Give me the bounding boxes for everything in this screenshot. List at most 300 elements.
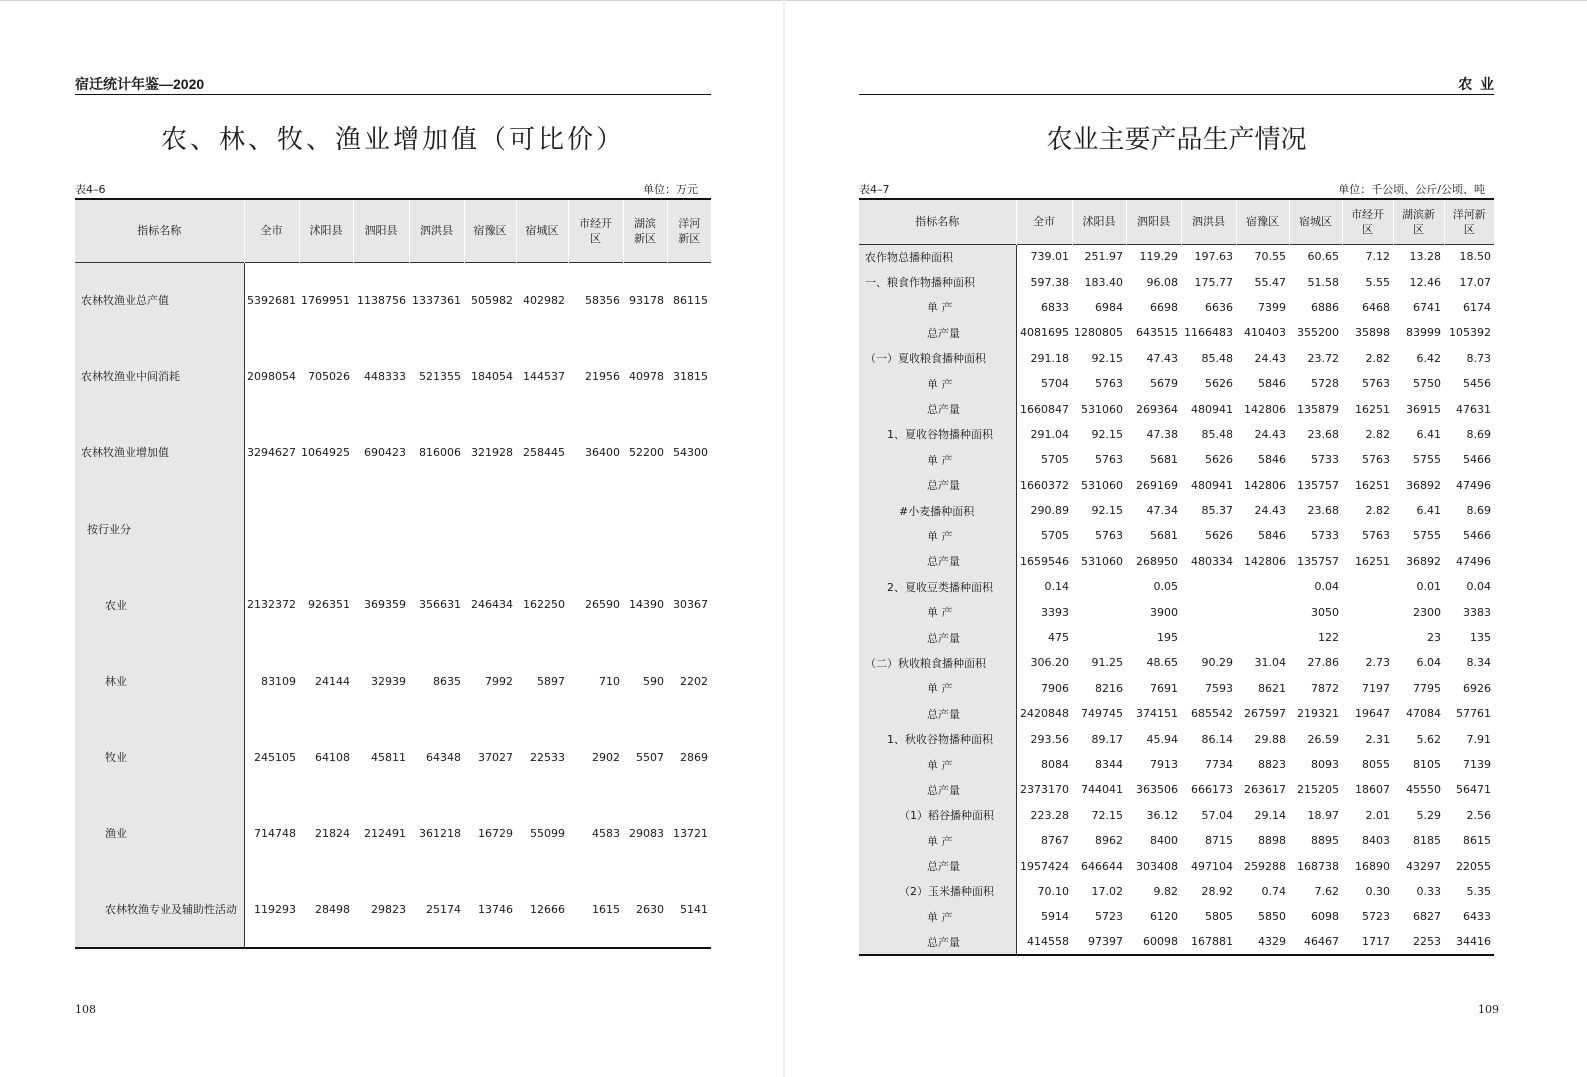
row-label: 总产量	[859, 853, 1016, 878]
table-cell: 19647	[1355, 707, 1390, 721]
table-cell: 26590	[585, 598, 620, 612]
table-cell: 9.82	[1153, 884, 1178, 898]
row-label: 渔业	[75, 795, 244, 871]
table-cell: 92.15	[1091, 427, 1123, 441]
table-row	[859, 549, 1494, 574]
table-cell: 245105	[254, 750, 296, 764]
table-cell: 710	[599, 674, 620, 688]
table-cell: 223.28	[1030, 808, 1069, 822]
table-cell: 93178	[629, 293, 664, 307]
table-cell: 5466	[1463, 529, 1491, 543]
table-cell: 369359	[364, 598, 406, 612]
table-cell: 135879	[1297, 402, 1339, 416]
row-label: （2）玉米播种面积	[859, 879, 1016, 904]
table-cell: 410403	[1244, 326, 1286, 340]
table-cell: 5466	[1463, 453, 1491, 467]
table-row	[859, 879, 1494, 904]
table-cell: 480941	[1191, 478, 1233, 492]
table-cell: 7197	[1362, 681, 1390, 695]
table-cell: 85.48	[1201, 427, 1233, 441]
table-cell: 31.04	[1254, 656, 1286, 670]
table-cell: 183.40	[1084, 275, 1123, 289]
table-cell: 7913	[1150, 758, 1178, 771]
table-row	[859, 447, 1494, 472]
table-cell: 5507	[636, 750, 664, 764]
table-cell: 267597	[1244, 707, 1286, 721]
column-header: 宿豫区	[464, 199, 516, 262]
table-row	[859, 346, 1494, 371]
row-label: 单 产	[859, 599, 1016, 624]
table-cell: 2.82	[1365, 427, 1390, 441]
table-cell: 18.50	[1459, 250, 1491, 264]
table-cell: 321928	[471, 445, 513, 459]
table-cell: 1660372	[1020, 478, 1069, 492]
table-cell: 54300	[673, 445, 708, 459]
table-cell	[1342, 599, 1393, 624]
table-cell	[1236, 599, 1289, 624]
table-cell: 8895	[1311, 834, 1339, 848]
table-cell: 2.01	[1365, 808, 1390, 822]
table-cell: 5850	[1258, 910, 1286, 924]
column-header: 市经开区	[568, 199, 623, 262]
table-cell: 52200	[629, 445, 664, 459]
table-cell: 8898	[1258, 834, 1286, 848]
row-label: 总产量	[859, 320, 1016, 345]
table-cell: 5728	[1311, 377, 1339, 391]
column-header: 全市	[1016, 199, 1072, 244]
table-cell: 414558	[1027, 935, 1069, 949]
row-label: 农业	[75, 567, 244, 643]
table-cell: 6741	[1413, 300, 1441, 314]
table-cell: 5733	[1311, 453, 1339, 467]
table-cell: 219321	[1297, 707, 1339, 721]
table-cell: 6.04	[1416, 656, 1441, 670]
left-table-header-row	[75, 199, 711, 262]
row-label: 农林牧渔业增加值	[75, 414, 244, 490]
table-cell: 2420848	[1020, 707, 1069, 721]
row-label: 牧业	[75, 719, 244, 795]
table-cell: 18.97	[1307, 808, 1339, 822]
left-running-header: 宿迁统计年鉴—2020	[75, 76, 205, 92]
table-cell: 5755	[1413, 453, 1441, 467]
table-cell: 363506	[1136, 783, 1178, 797]
table-cell: 5723	[1095, 910, 1123, 924]
row-label: （1）稻谷播种面积	[859, 803, 1016, 828]
table-cell: 5141	[680, 902, 708, 916]
table-cell: 374151	[1136, 707, 1178, 721]
table-cell: 135	[1470, 631, 1491, 645]
table-cell: 26.59	[1307, 732, 1339, 746]
table-cell: 5763	[1095, 377, 1123, 391]
table-cell: 47.43	[1146, 351, 1178, 365]
table-row	[75, 872, 711, 948]
table-cell: 590	[643, 674, 664, 688]
table-cell: 666173	[1191, 783, 1233, 797]
table-cell: 685542	[1191, 707, 1233, 721]
table-cell: 2.56	[1466, 808, 1491, 822]
table-cell: 2.82	[1365, 504, 1390, 518]
table-cell: 480941	[1191, 402, 1233, 416]
table-cell: 83109	[261, 674, 296, 688]
table-cell: 5763	[1095, 529, 1123, 543]
right-table-header-row	[859, 199, 1494, 244]
table-cell: 8185	[1413, 834, 1441, 848]
table-cell: 531060	[1081, 402, 1123, 416]
table-cell: 90.29	[1201, 656, 1233, 670]
table-cell: 505982	[471, 293, 513, 307]
table-row	[75, 491, 711, 567]
table-cell: 8615	[1463, 834, 1491, 848]
table-cell: 48.65	[1146, 656, 1178, 670]
table-cell: 1717	[1362, 935, 1390, 949]
table-cell: 96.08	[1146, 275, 1178, 289]
column-header: 洋河新区	[667, 199, 711, 262]
table-cell: 85.48	[1201, 351, 1233, 365]
table-cell: 142806	[1244, 402, 1286, 416]
table-cell: 28.92	[1201, 884, 1233, 898]
row-label: 单 产	[859, 371, 1016, 396]
table-cell: 212491	[364, 826, 406, 840]
table-cell	[623, 491, 667, 567]
table-cell: 6.41	[1416, 427, 1441, 441]
table-cell: 3050	[1311, 605, 1339, 619]
table-cell: 28498	[315, 902, 350, 916]
table-cell: 89.17	[1091, 732, 1123, 746]
table-cell: 6636	[1205, 300, 1233, 314]
table-cell: 36.12	[1146, 808, 1178, 822]
table-cell: 18607	[1355, 783, 1390, 797]
table-cell: 744041	[1081, 783, 1123, 797]
table-cell: 13.28	[1409, 250, 1441, 264]
table-cell: 29.88	[1254, 732, 1286, 746]
row-label: 1、秋收谷物播种面积	[859, 726, 1016, 751]
row-label: 1、夏收谷物播种面积	[859, 422, 1016, 447]
table-cell: 16251	[1355, 402, 1390, 416]
table-cell: 8962	[1095, 834, 1123, 848]
column-header: 泗洪县	[409, 199, 464, 262]
table-row	[859, 904, 1494, 929]
table-cell: 167881	[1191, 935, 1233, 949]
table-cell: 475	[1048, 631, 1069, 645]
table-cell: 1064925	[301, 445, 350, 459]
table-cell: 64108	[315, 750, 350, 764]
table-cell: 47631	[1456, 402, 1491, 416]
table-cell: 5705	[1041, 453, 1069, 467]
table-cell: 0.14	[1044, 580, 1069, 594]
table-cell: 0.74	[1261, 884, 1286, 898]
table-cell	[464, 491, 516, 567]
table-cell: 5846	[1258, 453, 1286, 467]
table-cell: 7992	[485, 674, 513, 688]
table-cell: 6827	[1413, 910, 1441, 924]
table-cell: 35898	[1355, 326, 1390, 340]
table-row	[75, 567, 711, 643]
left-table-number: 表4–6	[75, 183, 106, 196]
table-row	[75, 795, 711, 871]
right-table-body	[859, 244, 1494, 955]
table-cell: 45.94	[1146, 732, 1178, 746]
table-cell: 5392681	[247, 293, 296, 307]
table-cell: 5733	[1311, 529, 1339, 543]
column-header: 指标名称	[859, 199, 1016, 244]
table-cell: 361218	[419, 826, 461, 840]
table-cell: 643515	[1136, 326, 1178, 340]
table-row	[859, 701, 1494, 726]
right-unit-label: 单位：千公顷、公斤/公顷、吨	[1338, 183, 1485, 196]
table-cell: 269169	[1136, 478, 1178, 492]
row-label: 单 产	[859, 676, 1016, 701]
table-cell: 16251	[1355, 554, 1390, 568]
table-row	[859, 599, 1494, 624]
table-4-7	[859, 198, 1494, 956]
table-cell: 24.43	[1254, 351, 1286, 365]
table-cell	[1342, 625, 1393, 650]
table-cell: 16251	[1355, 478, 1390, 492]
table-cell: 34416	[1456, 935, 1491, 949]
table-cell: 16729	[478, 826, 513, 840]
left-header-rule	[75, 94, 711, 95]
table-cell: 2132372	[247, 598, 296, 612]
table-cell: 7139	[1463, 758, 1491, 771]
table-row	[859, 498, 1494, 523]
row-label: 单 产	[859, 447, 1016, 472]
right-page-title: 农业主要产品生产情况	[1046, 125, 1307, 155]
table-cell: 8.73	[1466, 351, 1491, 365]
table-cell: 37027	[478, 750, 513, 764]
table-cell: 23	[1427, 631, 1441, 645]
table-row	[859, 676, 1494, 701]
table-cell: 91.25	[1091, 656, 1123, 670]
table-row	[859, 371, 1494, 396]
table-cell: 646644	[1081, 859, 1123, 873]
table-cell: 739.01	[1030, 250, 1069, 264]
table-cell: 12.46	[1409, 275, 1441, 289]
table-cell: 293.56	[1030, 732, 1069, 746]
table-cell: 8.34	[1466, 656, 1491, 670]
column-header: 湖滨新区	[1393, 199, 1444, 244]
table-cell	[516, 491, 568, 567]
table-cell: 47.38	[1146, 427, 1178, 441]
table-cell: 40978	[629, 369, 664, 383]
table-cell: 3900	[1150, 605, 1178, 619]
column-header: 泗阳县	[1126, 199, 1181, 244]
table-cell: 17.07	[1459, 275, 1491, 289]
column-header: 泗阳县	[353, 199, 409, 262]
table-cell	[1342, 574, 1393, 599]
table-cell: 195	[1157, 631, 1178, 645]
right-table-number: 表4–7	[859, 183, 890, 196]
table-cell: 6120	[1150, 910, 1178, 924]
table-cell: 24.43	[1254, 427, 1286, 441]
table-cell: 57761	[1456, 707, 1491, 721]
table-cell: 1138756	[357, 293, 406, 307]
table-cell: 2.73	[1365, 656, 1390, 670]
table-row	[859, 828, 1494, 853]
table-cell: 119293	[254, 902, 296, 916]
table-cell: 7795	[1413, 681, 1441, 695]
row-label: 农林牧渔业中间消耗	[75, 338, 244, 414]
table-cell: 1280805	[1074, 326, 1123, 340]
table-cell: 14390	[629, 598, 664, 612]
table-cell: 402982	[523, 293, 565, 307]
table-cell: 6098	[1311, 910, 1339, 924]
table-cell: 5.62	[1416, 732, 1441, 746]
column-header: 沭阳县	[1072, 199, 1126, 244]
right-page-number: 109	[1478, 1003, 1499, 1016]
table-cell: 21956	[585, 369, 620, 383]
table-cell: 480334	[1191, 554, 1233, 568]
table-cell: 263617	[1244, 783, 1286, 797]
table-cell: 5750	[1413, 377, 1441, 391]
table-row	[859, 853, 1494, 878]
table-row	[859, 473, 1494, 498]
table-cell: 303408	[1136, 859, 1178, 873]
table-cell: 23.68	[1307, 504, 1339, 518]
table-cell: 45550	[1406, 783, 1441, 797]
table-cell: 25174	[426, 902, 461, 916]
table-row	[75, 414, 711, 490]
table-cell	[409, 491, 464, 567]
table-cell: 64348	[426, 750, 461, 764]
row-label: 农林牧渔业总产值	[75, 262, 244, 338]
table-cell: 251.97	[1084, 250, 1123, 264]
table-cell: 7872	[1311, 681, 1339, 695]
table-cell	[568, 491, 623, 567]
row-label: 总产量	[859, 396, 1016, 421]
table-cell: 184054	[471, 369, 513, 383]
table-cell: 0.04	[1314, 580, 1339, 594]
table-cell: 2300	[1413, 605, 1441, 619]
table-cell: 7691	[1150, 681, 1178, 695]
table-cell	[353, 491, 409, 567]
table-cell: 23.72	[1307, 351, 1339, 365]
table-cell: 5763	[1362, 377, 1390, 391]
table-cell: 8715	[1205, 834, 1233, 848]
table-cell: 5.35	[1466, 884, 1491, 898]
table-cell: 8093	[1311, 758, 1339, 771]
row-label: 总产量	[859, 930, 1016, 955]
table-cell: 144537	[523, 369, 565, 383]
table-cell: 290.89	[1030, 504, 1069, 518]
table-cell: 86115	[673, 293, 708, 307]
row-label: （一）夏收粮食播种面积	[859, 346, 1016, 371]
table-cell: 97397	[1088, 935, 1123, 949]
table-cell: 8216	[1095, 681, 1123, 695]
table-cell: 162250	[523, 598, 565, 612]
table-cell: 714748	[254, 826, 296, 840]
row-label: （二）秋收粮食播种面积	[859, 650, 1016, 675]
row-label: 2、夏收豆类播种面积	[859, 574, 1016, 599]
table-cell: 8400	[1150, 834, 1178, 848]
table-cell: 8823	[1258, 758, 1286, 771]
table-cell: 5846	[1258, 529, 1286, 543]
table-cell: 119.29	[1139, 250, 1178, 264]
table-row	[75, 262, 711, 338]
table-cell: 70.55	[1254, 250, 1286, 264]
table-row	[859, 269, 1494, 294]
table-cell: 291.18	[1030, 351, 1069, 365]
table-cell	[1181, 625, 1236, 650]
column-header: 湖滨新区	[623, 199, 667, 262]
table-row	[859, 625, 1494, 650]
table-cell: 36892	[1406, 554, 1441, 568]
table-cell: 4329	[1258, 935, 1286, 949]
table-cell: 46467	[1304, 935, 1339, 949]
row-label: 总产量	[859, 777, 1016, 802]
row-label: 一、粮食作物播种面积	[859, 269, 1016, 294]
table-cell: 47.34	[1146, 504, 1178, 518]
column-header: 洋河新区	[1444, 199, 1494, 244]
table-cell: 6984	[1095, 300, 1123, 314]
table-row	[859, 320, 1494, 345]
table-cell: 7399	[1258, 300, 1286, 314]
table-cell: 47084	[1406, 707, 1441, 721]
row-label: 总产量	[859, 549, 1016, 574]
row-label: 单 产	[859, 828, 1016, 853]
table-cell: 356631	[419, 598, 461, 612]
table-cell: 5679	[1150, 377, 1178, 391]
column-header: 全市	[244, 199, 299, 262]
table-cell: 749745	[1081, 707, 1123, 721]
table-cell: 55.47	[1254, 275, 1286, 289]
table-cell: 0.05	[1153, 580, 1178, 594]
table-cell: 56471	[1456, 783, 1491, 797]
table-cell: 58356	[585, 293, 620, 307]
table-row	[859, 396, 1494, 421]
column-header: 宿豫区	[1236, 199, 1289, 244]
table-row	[859, 777, 1494, 802]
table-cell: 5456	[1463, 377, 1491, 391]
table-row	[859, 650, 1494, 675]
table-cell: 6.42	[1416, 351, 1441, 365]
table-cell: 29.14	[1254, 808, 1286, 822]
table-cell: 5681	[1150, 529, 1178, 543]
table-cell: 2253	[1413, 935, 1441, 949]
table-cell: 5723	[1362, 910, 1390, 924]
table-row	[75, 643, 711, 719]
table-cell: 597.38	[1030, 275, 1069, 289]
table-cell: 135757	[1297, 554, 1339, 568]
table-cell: 86.14	[1201, 732, 1233, 746]
table-cell: 5626	[1205, 453, 1233, 467]
table-row	[859, 752, 1494, 777]
table-cell: 36400	[585, 445, 620, 459]
table-cell: 12666	[530, 902, 565, 916]
table-row	[859, 295, 1494, 320]
table-cell: 3393	[1041, 605, 1069, 619]
table-cell: 5897	[537, 674, 565, 688]
table-cell	[1236, 625, 1289, 650]
table-cell: 70.10	[1037, 884, 1069, 898]
table-cell: 36892	[1406, 478, 1441, 492]
table-cell: 31815	[673, 369, 708, 383]
table-cell: 2098054	[247, 369, 296, 383]
table-cell: 60098	[1143, 935, 1178, 949]
table-cell: 355200	[1297, 326, 1339, 340]
table-cell	[1072, 574, 1126, 599]
table-cell: 5763	[1095, 453, 1123, 467]
column-header: 宿城区	[516, 199, 568, 262]
table-cell: 1957424	[1020, 859, 1069, 873]
table-cell: 7593	[1205, 681, 1233, 695]
table-cell	[1236, 574, 1289, 599]
row-label: #小麦播种面积	[859, 498, 1016, 523]
table-cell: 13746	[478, 902, 513, 916]
table-cell: 3294627	[247, 445, 296, 459]
table-cell: 60.65	[1307, 250, 1339, 264]
table-cell: 268950	[1136, 554, 1178, 568]
table-cell: 5.29	[1416, 808, 1441, 822]
